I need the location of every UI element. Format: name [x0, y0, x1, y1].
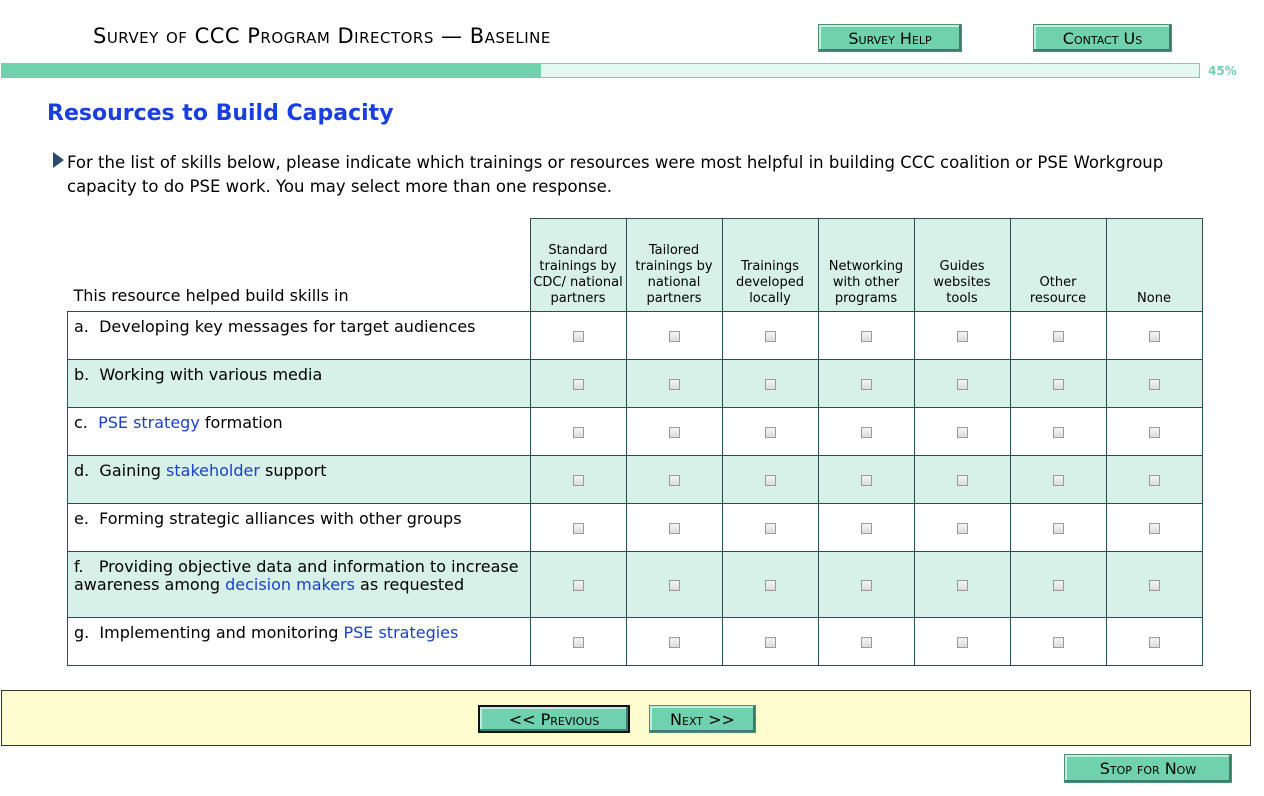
- response-checkbox[interactable]: [573, 331, 584, 342]
- row-text: as requested: [354, 575, 465, 594]
- grid-cell: [914, 456, 1010, 504]
- grid-cell: [1106, 408, 1202, 456]
- grid-cell: [722, 456, 818, 504]
- row-text: Providing objective data and information to increase awareness among: [74, 557, 519, 594]
- response-checkbox[interactable]: [1149, 523, 1160, 534]
- grid-cell: [1010, 312, 1106, 360]
- previous-button[interactable]: << Previous: [478, 705, 630, 733]
- grid-cell: [818, 312, 914, 360]
- column-header-1: Standard trainings by CDC/ national partners: [530, 219, 626, 312]
- response-checkbox[interactable]: [573, 427, 584, 438]
- grid-cell: [1106, 618, 1202, 666]
- survey-help-button[interactable]: Survey Help: [818, 24, 962, 52]
- column-header-2: Tailored trainings by national partners: [626, 219, 722, 312]
- response-checkbox[interactable]: [957, 637, 968, 648]
- response-checkbox[interactable]: [765, 427, 776, 438]
- response-checkbox[interactable]: [1149, 637, 1160, 648]
- row-prefix: c.: [74, 413, 99, 432]
- response-checkbox[interactable]: [861, 331, 872, 342]
- grid-cell: [530, 408, 626, 456]
- progress-percent: 45%: [1208, 64, 1237, 78]
- column-header-3: Trainings developed locally: [722, 219, 818, 312]
- progress-fill: [2, 64, 541, 77]
- response-checkbox[interactable]: [669, 475, 680, 486]
- table-row: [68, 552, 1203, 618]
- grid-cell: [1106, 456, 1202, 504]
- navigation-bar: [1, 690, 1251, 746]
- grid-cell: [626, 552, 722, 618]
- response-checkbox[interactable]: [573, 523, 584, 534]
- grid-cell: [818, 618, 914, 666]
- grid-cell: [1106, 552, 1202, 618]
- response-checkbox[interactable]: [957, 523, 968, 534]
- row-label: [68, 504, 531, 552]
- contact-us-button[interactable]: Contact Us: [1033, 24, 1172, 52]
- table-row: [68, 408, 1203, 456]
- grid-cell: [914, 504, 1010, 552]
- grid-cell: [722, 618, 818, 666]
- grid-cell: [626, 618, 722, 666]
- row-prefix: b.: [74, 365, 100, 384]
- grid-cell: [722, 312, 818, 360]
- response-checkbox[interactable]: [765, 331, 776, 342]
- glossary-link[interactable]: decision makers: [225, 575, 355, 594]
- response-checkbox[interactable]: [765, 637, 776, 648]
- grid-cell: [1010, 504, 1106, 552]
- row-label: [68, 618, 531, 666]
- row-text: Gaining: [99, 461, 167, 480]
- stop-for-now-button[interactable]: Stop for Now: [1064, 754, 1232, 783]
- grid-cell: [818, 408, 914, 456]
- response-checkbox[interactable]: [957, 331, 968, 342]
- grid-cell: [530, 312, 626, 360]
- response-checkbox[interactable]: [573, 637, 584, 648]
- glossary-link[interactable]: PSE strategies: [343, 623, 459, 642]
- response-checkbox[interactable]: [765, 475, 776, 486]
- response-checkbox[interactable]: [669, 523, 680, 534]
- grid-cell: [530, 360, 626, 408]
- response-checkbox[interactable]: [1053, 427, 1064, 438]
- grid-cell: [626, 312, 722, 360]
- response-checkbox[interactable]: [861, 637, 872, 648]
- response-checkbox[interactable]: [1149, 427, 1160, 438]
- row-text: Developing key messages for target audiences: [99, 317, 476, 336]
- grid-corner-label: This resource helped build skills in: [68, 219, 531, 312]
- response-checkbox[interactable]: [573, 580, 584, 591]
- response-checkbox[interactable]: [957, 427, 968, 438]
- response-checkbox[interactable]: [957, 475, 968, 486]
- row-text: formation: [199, 413, 283, 432]
- grid-cell: [818, 504, 914, 552]
- grid-cell: [530, 456, 626, 504]
- grid-cell: [914, 312, 1010, 360]
- glossary-link[interactable]: PSE strategy: [98, 413, 200, 432]
- response-checkbox[interactable]: [861, 379, 872, 390]
- response-checkbox[interactable]: [765, 523, 776, 534]
- row-prefix: f.: [74, 557, 99, 576]
- column-header-6: Other resource: [1010, 219, 1106, 312]
- response-grid: [67, 218, 1203, 666]
- grid-cell: [530, 618, 626, 666]
- response-checkbox[interactable]: [861, 427, 872, 438]
- grid-header-row: [68, 219, 1203, 312]
- grid-cell: [1106, 504, 1202, 552]
- grid-cell: [914, 360, 1010, 408]
- row-label: [68, 360, 531, 408]
- response-checkbox[interactable]: [1053, 637, 1064, 648]
- grid-cell: [722, 552, 818, 618]
- response-checkbox[interactable]: [669, 637, 680, 648]
- response-checkbox[interactable]: [573, 475, 584, 486]
- response-checkbox[interactable]: [861, 475, 872, 486]
- grid-cell: [1010, 618, 1106, 666]
- row-prefix: d.: [74, 461, 100, 480]
- row-text: Implementing and monitoring: [99, 623, 344, 642]
- grid-cell: [1010, 456, 1106, 504]
- column-header-5: Guides websites tools: [914, 219, 1010, 312]
- row-text: Working with various media: [99, 365, 323, 384]
- column-header-7: None: [1106, 219, 1202, 312]
- grid-cell: [1010, 552, 1106, 618]
- grid-cell: [722, 360, 818, 408]
- next-button[interactable]: Next >>: [649, 705, 756, 733]
- response-checkbox[interactable]: [669, 580, 680, 591]
- response-checkbox[interactable]: [1053, 523, 1064, 534]
- row-text: support: [259, 461, 327, 480]
- response-checkbox[interactable]: [957, 580, 968, 591]
- grid-cell: [914, 408, 1010, 456]
- response-checkbox[interactable]: [1149, 580, 1160, 591]
- grid-cell: [626, 360, 722, 408]
- response-checkbox[interactable]: [861, 580, 872, 591]
- response-checkbox[interactable]: [861, 523, 872, 534]
- response-checkbox[interactable]: [573, 379, 584, 390]
- grid-cell: [722, 408, 818, 456]
- grid-cell: [722, 504, 818, 552]
- question-instruction: For the list of skills below, please indicate which trainings or resources were most helpful in building CCC coalition or PSE Workgroup capacity to do PSE work. You may select more than one response.: [67, 153, 1164, 196]
- table-row: [68, 456, 1203, 504]
- response-checkbox[interactable]: [1053, 475, 1064, 486]
- response-checkbox[interactable]: [765, 379, 776, 390]
- grid-cell: [818, 360, 914, 408]
- grid-cell: [626, 456, 722, 504]
- grid-cell: [530, 504, 626, 552]
- grid-cell: [1010, 408, 1106, 456]
- survey-title: Survey of CCC Program Directors — Baseline: [93, 24, 551, 48]
- grid-cell: [530, 552, 626, 618]
- table-row: [68, 618, 1203, 666]
- column-header-4: Networking with other programs: [818, 219, 914, 312]
- section-heading: Resources to Build Capacity: [47, 101, 394, 126]
- table-row: [68, 360, 1203, 408]
- table-row: [68, 312, 1203, 360]
- response-checkbox[interactable]: [669, 331, 680, 342]
- row-label: [68, 312, 531, 360]
- grid-cell: [1010, 360, 1106, 408]
- response-checkbox[interactable]: [1149, 379, 1160, 390]
- grid-cell: [626, 504, 722, 552]
- row-prefix: a.: [74, 317, 100, 336]
- response-checkbox[interactable]: [1149, 475, 1160, 486]
- response-checkbox[interactable]: [765, 580, 776, 591]
- grid-cell: [1106, 312, 1202, 360]
- response-checkbox[interactable]: [1053, 331, 1064, 342]
- response-checkbox[interactable]: [669, 427, 680, 438]
- row-text: Forming strategic alliances with other groups: [99, 509, 462, 528]
- table-row: [68, 504, 1203, 552]
- row-label: [68, 408, 531, 456]
- grid-cell: [914, 618, 1010, 666]
- row-prefix: g.: [74, 623, 100, 642]
- row-prefix: e.: [74, 509, 100, 528]
- glossary-link[interactable]: stakeholder: [166, 461, 260, 480]
- response-checkbox[interactable]: [1053, 379, 1064, 390]
- row-label: [68, 456, 531, 504]
- bullet-arrow-icon: [53, 152, 64, 168]
- response-checkbox[interactable]: [669, 379, 680, 390]
- response-checkbox[interactable]: [957, 379, 968, 390]
- grid-cell: [1106, 360, 1202, 408]
- grid-cell: [818, 456, 914, 504]
- grid-cell: [914, 552, 1010, 618]
- grid-cell: [818, 552, 914, 618]
- progress-bar: [1, 63, 1200, 78]
- row-label: [68, 552, 531, 618]
- response-checkbox[interactable]: [1149, 331, 1160, 342]
- grid-cell: [626, 408, 722, 456]
- response-checkbox[interactable]: [1053, 580, 1064, 591]
